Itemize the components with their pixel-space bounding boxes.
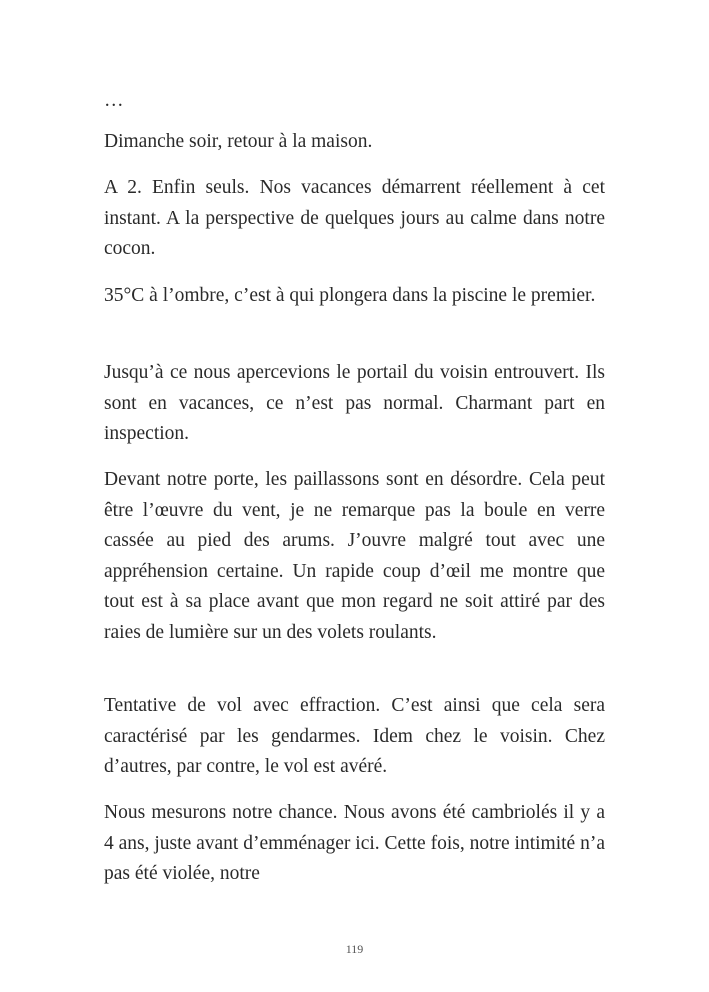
paragraph-3: 35°C à l’ombre, c’est à qui plongera dans la piscine le premier. [104, 285, 596, 306]
paragraph-6: Tentative de vol avec effraction. C’est ainsi que cela sera caractérisé par les gendarmes. Idem chez le voisin. Chez d’autres, par contre, le vol est avéré. [104, 695, 605, 778]
paragraph-4: Jusqu’à ce nous apercevions le portail du voisin entrouvert. Ils sont en vacances, ce n’est pas normal. Charmant part en inspection. [104, 362, 605, 445]
paragraph-1: Dimanche soir, retour à la maison. [104, 131, 373, 152]
paragraph-2: A 2. Enfin seuls. Nos vacances démarrent réellement à cet instant. A la perspective de quelques jours au calme dans notre cocon. [104, 177, 605, 260]
paragraph-7: Nous mesurons notre chance. Nous avons été cambriolés il y a 4 ans, juste avant d’emménager ici. Cette fois, notre intimité n’a pas été violée, notre [104, 802, 605, 885]
lead-ellipsis: … [104, 90, 124, 111]
paragraph-5: Devant notre porte, les paillassons sont en désordre. Cela peut être l’œuvre du vent, je ne remarque pas la boule en verre cassée au pied des arums. J’ouvre malgré tout avec une appréhension certaine. Un rapide coup d’œil me montre que tout est à sa place avant que mon regard ne soit attiré par des raies de lumière sur un des volets roulants. [104, 469, 605, 643]
page-number: 119 [345, 942, 364, 956]
